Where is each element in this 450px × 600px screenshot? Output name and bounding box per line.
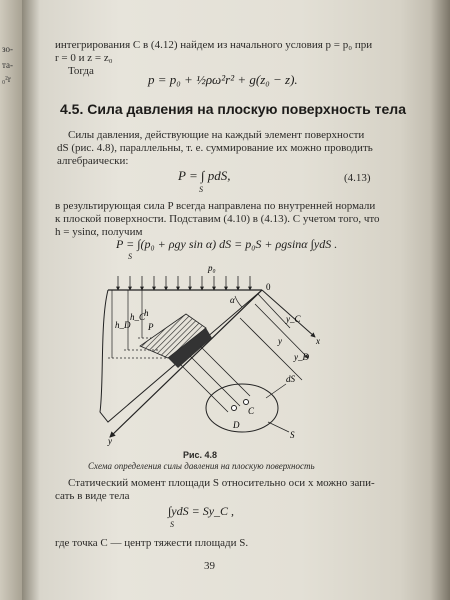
text-line: в результирующая сила P всегда направлена по внутренней нормали: [55, 200, 376, 212]
label-hD: h_D: [115, 320, 131, 330]
text-line: dS (рис. 4.8), параллельны, т. е. суммирование их можно проводить: [57, 142, 373, 154]
text-line: r = 0 и z = z₀: [55, 52, 113, 64]
plate-area: [206, 384, 278, 432]
figure-subcaption: Схема определения силы давления на плоскую поверхность: [88, 461, 315, 471]
formula-subscript: S: [170, 520, 174, 529]
point-D: [232, 406, 237, 411]
equation-number: (4.13): [344, 172, 371, 184]
pressure-arrows: [118, 276, 250, 290]
label-S: S: [290, 430, 295, 440]
formula-subscript: S: [128, 252, 132, 261]
label-yC: y_C: [286, 314, 301, 324]
label-dS: dS: [286, 374, 295, 384]
y-dimension-lines: [180, 294, 308, 412]
text-line: h = ysinα, получим: [55, 226, 143, 238]
label-hC: h_C: [130, 312, 146, 322]
section-heading: 4.5. Сила давления на плоскую поверхность тела: [60, 101, 406, 117]
figure-caption: Рис. 4.8: [183, 450, 218, 460]
formula: ∫ydS = Sy_C ,: [168, 504, 235, 518]
formula: P = ∫ pdS,: [178, 168, 231, 183]
page-number: 39: [204, 560, 215, 572]
text-line: интегрирования C в (4.12) найдем из начального условия p = p₀ при: [55, 39, 373, 51]
formula: p = p₀ + ½ρω²r² + g(z₀ − z).: [148, 72, 298, 87]
margin-fragment: ₀²r: [2, 74, 11, 84]
label-x: x: [316, 336, 320, 346]
formula-subscript: S: [199, 185, 203, 194]
text-line: Тогда: [68, 65, 94, 77]
text-line: Статический момент площади S относительно оси x можно запи-: [68, 477, 375, 489]
margin-fragment: та-: [2, 60, 14, 70]
point-C: [244, 400, 249, 405]
label-D: D: [233, 420, 240, 430]
label-P: P: [148, 322, 154, 332]
margin-fragment: зо-: [2, 44, 13, 54]
figure-4-8: [90, 262, 340, 452]
label-C: C: [248, 406, 255, 416]
text-line: сать в виде тела: [55, 490, 130, 502]
text-line: к плоской поверхности. Подставим (4.10) в (4.13). С учетом того, что: [55, 213, 380, 225]
text-line: алгебраически:: [57, 155, 129, 167]
previous-page-edge: [0, 0, 22, 600]
label-alpha: α: [230, 295, 235, 305]
label-origin: 0: [266, 282, 271, 292]
label-h: h: [144, 308, 149, 318]
label-yD: y_D: [294, 352, 309, 362]
text-line: Силы давления, действующие на каждый элемент поверхности: [68, 129, 365, 141]
label-y-dim: y: [278, 336, 282, 346]
text-line: где точка C — центр тяжести площади S.: [55, 537, 249, 549]
label-y: y: [108, 436, 112, 446]
label-p0: p₀: [208, 263, 216, 273]
formula: P = ∫(p₀ + ρgy sin α) dS = p₀S + ρgsinα ∫ydS .: [116, 237, 338, 251]
